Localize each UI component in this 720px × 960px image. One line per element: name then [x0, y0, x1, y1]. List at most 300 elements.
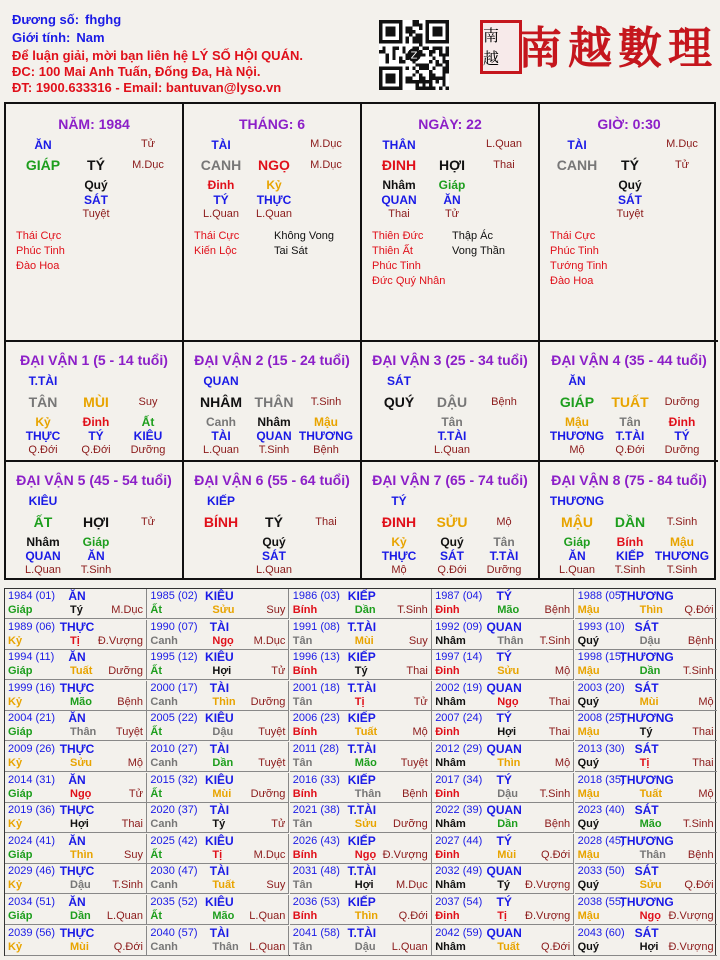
- pillar-title: GIỜ: 0:30: [597, 116, 661, 132]
- dai-van-hidden-stage: Q.Đới: [28, 444, 58, 456]
- dai-van-hidden-stem: Tân: [619, 415, 641, 429]
- year-branch: Dần: [212, 757, 234, 769]
- year-stem: Ất: [150, 787, 162, 800]
- year-stage: M.Dục: [253, 848, 286, 861]
- year-branch: Thìn: [212, 695, 236, 708]
- year-cell: [5, 681, 147, 711]
- year-stem: Kỷ: [8, 695, 23, 708]
- dai-van-stage: Suy: [138, 396, 158, 408]
- year-god: T.TÀI: [347, 742, 377, 756]
- year-branch: Tị: [639, 757, 650, 769]
- dai-van-god: ĂN: [568, 374, 586, 388]
- year-cell: [147, 803, 289, 833]
- year-god: KIÊU: [205, 711, 234, 726]
- dai-van-stage: Dưỡng: [664, 396, 700, 408]
- year-branch: Thân: [354, 787, 382, 800]
- year-stage: L.Quan: [249, 910, 286, 922]
- pillar-branch-stage: M.Dục: [132, 159, 164, 171]
- pillar-stem: CANH: [200, 157, 242, 173]
- year-god: TÀI: [209, 680, 230, 695]
- year-god: THƯƠNG: [619, 650, 674, 665]
- hidden-god: TÝ: [213, 193, 229, 207]
- year-stem: Kỷ: [8, 940, 23, 953]
- dai-van-hidden-stem: Quý: [440, 535, 464, 549]
- dai-van-branch: TÝ: [265, 514, 283, 530]
- special-star: Thiên Ất: [372, 245, 413, 257]
- contact-phone-email: ĐT: 1900.633316 - Email: bantuvan@lyso.vn: [12, 80, 282, 95]
- year-label: 2012 (29): [435, 743, 483, 755]
- year-stage: Suy: [266, 879, 286, 892]
- dai-van-stem: ẤT: [33, 514, 53, 530]
- dai-van-hidden-stage: Dưỡng: [486, 564, 522, 576]
- dai-van-hidden-stage: Dưỡng: [664, 444, 700, 456]
- year-cell: [290, 895, 432, 925]
- dai-van-1: [6, 342, 184, 460]
- year-god: KIÊU: [205, 772, 234, 787]
- year-stage: Q.Đới: [540, 848, 571, 861]
- hidden-stage: Tử: [444, 208, 460, 220]
- year-god: QUAN: [486, 925, 522, 940]
- dai-van-6: [184, 462, 362, 578]
- year-cell: [575, 834, 717, 864]
- year-god: THỰC: [59, 680, 95, 695]
- special-star: Kiến Lộc: [194, 245, 237, 257]
- year-label: 2033 (50): [577, 865, 625, 878]
- dai-van-hidden-stem: Kỷ: [35, 415, 51, 429]
- pillar-top-stage: M.Dục: [666, 138, 698, 150]
- year-god: T.TÀI: [347, 680, 377, 695]
- year-stem: Kỷ: [8, 757, 23, 769]
- year-cell: [5, 773, 147, 803]
- year-label: 2029 (46): [8, 865, 56, 878]
- dai-van-stage: Mộ: [496, 516, 512, 528]
- year-label: 2030 (47): [150, 865, 198, 878]
- hidden-god: SÁT: [618, 193, 642, 207]
- year-label: 1992 (09): [435, 620, 483, 633]
- year-branch: Hợi: [497, 726, 517, 739]
- contact-address: ĐC: 100 Mai Anh Tuấn, Đống Đa, Hà Nội.: [12, 64, 261, 79]
- dai-van-title: ĐẠI VẬN 6 (55 - 64 tuổi): [194, 472, 350, 488]
- year-god: TÝ: [496, 589, 512, 603]
- year-god: KIẾP: [347, 650, 376, 665]
- year-stem: Mậu: [577, 848, 600, 861]
- year-label: 1997 (14): [435, 651, 483, 664]
- dai-van-hidden-stage: L.Quan: [24, 564, 62, 576]
- pillar-title: NĂM: 1984: [58, 116, 130, 132]
- year-stage: Bệnh: [402, 787, 428, 800]
- year-label: 1998 (15): [577, 651, 625, 664]
- year-label: 2034 (51): [8, 896, 56, 908]
- main-chart: [4, 102, 716, 580]
- year-god: ĂN: [68, 711, 86, 726]
- year-cell: [432, 895, 574, 925]
- year-label: 2016 (33): [292, 773, 340, 786]
- year-cell: [575, 711, 717, 741]
- year-branch: Tý: [354, 665, 368, 678]
- hidden-stage: Tuyệt: [82, 208, 110, 220]
- year-label: 2011 (28): [292, 743, 340, 755]
- dai-van-hidden-god: QUAN: [256, 429, 292, 443]
- year-stem: Bính: [292, 910, 318, 922]
- year-stem: Mậu: [577, 604, 600, 616]
- year-label: 2007 (24): [435, 712, 483, 725]
- dai-van-2: [184, 342, 362, 460]
- year-label: 2014 (31): [8, 773, 56, 786]
- year-stage: Đ.Vượng: [668, 910, 714, 922]
- dai-van-hidden-god: SÁT: [262, 549, 286, 563]
- year-cell: [575, 926, 717, 956]
- year-cell: [575, 742, 717, 772]
- year-stage: Suy: [408, 634, 428, 647]
- pillar-top-stage: L.Quan: [485, 138, 523, 150]
- hidden-god: SÁT: [84, 193, 108, 207]
- dai-van-title: ĐẠI VẬN 8 (75 - 84 tuổi): [551, 472, 707, 488]
- dai-van-hidden-stem: Kỷ: [391, 535, 407, 549]
- year-branch: Thìn: [639, 604, 663, 616]
- year-cell: [5, 620, 147, 650]
- year-god: SÁT: [634, 680, 659, 695]
- year-god: THỰC: [59, 803, 95, 818]
- year-branch: Thân: [70, 726, 97, 739]
- year-cell: [147, 650, 289, 680]
- year-cell: [432, 681, 574, 711]
- year-label: 2015 (32): [150, 773, 198, 786]
- pillar-stem: GIÁP: [25, 157, 61, 173]
- year-cell: [147, 742, 289, 772]
- year-branch: Mùi: [70, 940, 89, 953]
- year-stem: Nhâm: [435, 879, 466, 892]
- pillar-branch: TÝ: [621, 157, 639, 173]
- year-branch: Tị: [70, 634, 80, 647]
- year-god: THỰC: [59, 925, 95, 940]
- dai-van-title: ĐẠI VẬN 3 (25 - 34 tuổi): [372, 352, 528, 368]
- year-cell: [290, 650, 432, 680]
- year-cell: [5, 742, 147, 772]
- year-branch: Mão: [639, 818, 662, 831]
- year-branch: Sửu: [70, 757, 93, 769]
- dai-van-hidden-god: T.TÀI: [489, 549, 519, 563]
- year-stem: Giáp: [8, 665, 33, 678]
- year-branch: Ngọ: [639, 910, 661, 922]
- dai-van-hidden-stage: T.Sinh: [666, 564, 698, 576]
- year-stage: M.Dục: [111, 604, 143, 616]
- dai-van-title: ĐẠI VẬN 4 (35 - 44 tuổi): [551, 352, 707, 368]
- year-stem: Giáp: [8, 910, 33, 922]
- year-label: 2008 (25): [577, 712, 625, 725]
- year-cell: [290, 926, 432, 956]
- year-cell: [147, 681, 289, 711]
- year-label: 1988 (05): [577, 590, 625, 602]
- year-cell: [290, 742, 432, 772]
- year-god: QUAN: [486, 619, 522, 634]
- year-stem: Đinh: [435, 910, 460, 922]
- year-stem: Canh: [150, 695, 178, 708]
- year-stem: Quý: [577, 940, 599, 953]
- year-label: 2013 (30): [577, 743, 625, 755]
- dai-van-branch: HỢI: [83, 514, 109, 530]
- year-stem: Ất: [150, 665, 162, 678]
- pillar-2: [362, 104, 540, 340]
- year-stem: Đinh: [435, 848, 460, 861]
- year-cell: [432, 650, 574, 680]
- year-cell: [575, 620, 717, 650]
- year-branch: Sửu: [639, 879, 662, 892]
- contact-invite: Để luận giải, mời bạn liên hệ LÝ SỐ HỘI QUÁN.: [12, 48, 303, 63]
- dai-van-hidden-god: SÁT: [440, 549, 464, 563]
- year-stem: Kỷ: [8, 818, 23, 831]
- year-stage: Đ.Vượng: [525, 910, 571, 922]
- year-cell: [290, 773, 432, 803]
- special-star: Phúc Tinh: [550, 245, 599, 257]
- year-label: 2019 (36): [8, 804, 56, 817]
- year-label: 2026 (43): [292, 834, 340, 847]
- year-branch: Dần: [639, 665, 661, 678]
- dai-van-god: KIÊU: [28, 494, 58, 508]
- pillar-stem: ĐINH: [381, 157, 417, 173]
- special-star: Thái Cực: [194, 230, 240, 242]
- year-stem: Tân: [292, 634, 313, 647]
- dai-van-stage: Thai: [315, 516, 337, 528]
- hidden-stem: Kỷ: [266, 178, 282, 192]
- dai-van-4: [540, 342, 718, 460]
- year-stage: T.Sinh: [539, 634, 571, 647]
- year-stem: Quý: [577, 757, 599, 769]
- year-god: TÝ: [496, 711, 512, 726]
- special-star: Thập Ác: [452, 230, 493, 242]
- year-cell: [147, 864, 289, 894]
- year-branch: Thìn: [497, 757, 521, 769]
- year-branch: Hợi: [212, 665, 232, 678]
- year-stem: Ất: [150, 604, 162, 616]
- year-god: THỰC: [59, 742, 95, 756]
- year-branch: Hợi: [70, 818, 89, 831]
- dai-van-hidden-god: KIÊU: [133, 429, 163, 443]
- year-stem: Giáp: [8, 604, 33, 616]
- year-cell: [290, 803, 432, 833]
- year-god: TÝ: [496, 895, 512, 909]
- year-stage: Q.Đới: [684, 879, 714, 892]
- year-cell: [5, 650, 147, 680]
- dai-van-5: [6, 462, 184, 578]
- hidden-stem: Quý: [618, 178, 642, 192]
- pillar-0: [6, 104, 184, 340]
- year-god: SÁT: [634, 925, 659, 940]
- year-branch: Dậu: [497, 787, 518, 800]
- year-stem: Bính: [292, 848, 318, 861]
- year-branch: Tý: [497, 879, 511, 892]
- year-stage: Đ.Vượng: [668, 940, 714, 953]
- year-branch: Tuất: [639, 787, 662, 800]
- year-branch: Dần: [497, 818, 518, 831]
- hidden-stem: Nhâm: [382, 178, 416, 192]
- year-stem: Mậu: [577, 665, 600, 678]
- dai-van-hidden-stage: Q.Đới: [615, 444, 645, 456]
- dai-van-stage: Tử: [140, 516, 156, 528]
- special-star: Đào Hoa: [16, 260, 60, 272]
- year-label: 2039 (56): [8, 926, 56, 939]
- year-cell: [147, 711, 289, 741]
- year-label: 1993 (10): [577, 620, 625, 633]
- year-god: T.TÀI: [347, 803, 377, 818]
- year-branch: Ngọ: [212, 634, 234, 647]
- year-god: ĂN: [68, 895, 86, 909]
- year-label: 1991 (08): [292, 620, 340, 633]
- year-cell: [290, 711, 432, 741]
- year-stage: Q.Đới: [540, 940, 571, 953]
- year-stem: Nhâm: [435, 757, 466, 769]
- year-stage: Mộ: [698, 787, 714, 800]
- year-branch: Thìn: [70, 848, 94, 861]
- year-label: 1994 (11): [8, 651, 55, 664]
- year-stage: Tử: [271, 665, 286, 678]
- year-cell: [432, 589, 574, 619]
- year-grid: [4, 588, 716, 956]
- year-branch: Tuất: [70, 665, 93, 678]
- year-stage: Bệnh: [687, 848, 714, 861]
- year-stage: Thai: [692, 726, 714, 739]
- year-cell: [147, 926, 289, 956]
- year-cell: [432, 834, 574, 864]
- year-label: 2000 (17): [150, 681, 198, 694]
- year-stage: Bệnh: [687, 634, 714, 647]
- year-stage: Q.Đới: [113, 940, 143, 953]
- dai-van-stem: ĐINH: [381, 514, 417, 530]
- dai-van-hidden-god: ĂN: [87, 549, 105, 563]
- year-branch: Ngọ: [354, 848, 377, 861]
- year-branch: Dậu: [212, 726, 234, 739]
- special-star: Thái Cực: [16, 230, 62, 242]
- year-label: 2031 (48): [292, 865, 340, 878]
- year-stem: Đinh: [435, 604, 460, 616]
- dai-van-hidden-god: THƯƠNG: [654, 549, 710, 563]
- year-stem: Ất: [150, 726, 162, 739]
- year-label: 2041 (58): [292, 926, 340, 939]
- year-cell: [432, 711, 574, 741]
- year-stem: Tân: [292, 940, 313, 953]
- year-cell: [432, 742, 574, 772]
- year-god: SÁT: [634, 742, 659, 756]
- dai-van-hidden-stage: Bệnh: [313, 444, 339, 456]
- year-branch: Sửu: [212, 604, 235, 616]
- year-stage: Tuyệt: [258, 757, 286, 769]
- year-stem: Bính: [292, 726, 318, 739]
- special-star: Không Vong: [274, 230, 334, 242]
- year-stem: Bính: [292, 787, 318, 800]
- year-branch: Ngọ: [70, 787, 92, 800]
- year-branch: Tị: [497, 910, 507, 922]
- hidden-stage: L.Quan: [202, 208, 240, 220]
- dai-van-stem: NHÂM: [200, 394, 242, 410]
- year-god: THỰC: [59, 864, 95, 879]
- year-god: QUAN: [486, 864, 522, 879]
- dai-van-hidden-god: TÝ: [674, 429, 690, 443]
- special-star: Đức Quý Nhân: [372, 275, 446, 287]
- dai-van-hidden-stage: L.Quan: [255, 564, 293, 576]
- pillar-title: THÁNG: 6: [238, 116, 306, 132]
- hidden-god: ĂN: [443, 193, 461, 207]
- year-god: ĂN: [68, 650, 86, 665]
- dai-van-hidden-god: TÀI: [211, 429, 231, 443]
- special-star: Tai Sát: [274, 245, 308, 257]
- year-stage: Dưỡng: [250, 695, 286, 708]
- dai-van-stem: TÂN: [28, 394, 58, 410]
- year-stem: Kỷ: [8, 879, 23, 892]
- special-star: Tướng Tinh: [550, 260, 608, 272]
- special-star: Thái Cực: [550, 230, 596, 242]
- year-branch: Dậu: [70, 879, 91, 892]
- year-stem: Quý: [577, 634, 599, 647]
- year-god: SÁT: [634, 864, 659, 879]
- year-god: THƯƠNG: [619, 589, 674, 603]
- year-cell: [432, 864, 574, 894]
- year-god: THƯƠNG: [619, 833, 674, 848]
- dai-van-title: ĐẠI VẬN 7 (65 - 74 tuổi): [372, 472, 528, 488]
- year-cell: [147, 834, 289, 864]
- year-god: KIÊU: [205, 589, 234, 603]
- dai-van-title: ĐẠI VẬN 2 (15 - 24 tuổi): [194, 352, 350, 368]
- dai-van-3: [362, 342, 540, 460]
- dai-van-stem: GIÁP: [559, 394, 595, 410]
- dai-van-hidden-stem: Mậu: [670, 535, 694, 549]
- year-stage: Tử: [413, 695, 428, 708]
- year-god: THƯƠNG: [619, 895, 674, 909]
- year-god: TÝ: [496, 833, 512, 848]
- year-label: 1989 (06): [8, 620, 56, 633]
- year-label: 1986 (03): [292, 590, 340, 602]
- year-god: T.TÀI: [347, 619, 377, 634]
- dai-van-hidden-stem: Mậu: [314, 415, 338, 429]
- year-stage: Tuyệt: [400, 757, 428, 769]
- year-stage: Mộ: [698, 695, 714, 708]
- year-god: THỰC: [59, 619, 95, 634]
- year-label: 1984 (01): [8, 590, 56, 602]
- year-stage: Dưỡng: [250, 787, 286, 800]
- year-cell: [290, 864, 432, 894]
- hidden-stage: Tuyệt: [616, 208, 644, 220]
- year-god: TÝ: [496, 772, 512, 787]
- year-label: 1987 (04): [435, 590, 483, 602]
- year-label: 2043 (60): [577, 926, 625, 939]
- year-stage: Đ.Vượng: [382, 848, 428, 861]
- year-stem: Nhâm: [435, 818, 466, 831]
- year-stem: Quý: [577, 818, 599, 831]
- dai-van-hidden-god: ĂN: [568, 549, 586, 563]
- pillar-branch: NGỌ: [258, 157, 290, 173]
- year-cell: [5, 895, 147, 925]
- year-stem: Nhâm: [435, 940, 466, 953]
- dai-van-hidden-god: T.TÀI: [615, 429, 645, 443]
- year-stage: Đ.Vượng: [525, 879, 571, 892]
- year-cell: [147, 589, 289, 619]
- hidden-stem: Đinh: [207, 178, 235, 192]
- year-god: TÝ: [496, 650, 512, 665]
- year-god: KIẾP: [347, 833, 376, 848]
- year-label: 2028 (45): [577, 834, 625, 847]
- year-branch: Sửu: [354, 818, 377, 831]
- year-cell: [290, 620, 432, 650]
- year-label: 1999 (16): [8, 681, 56, 694]
- qr-code-icon[interactable]: [379, 20, 449, 90]
- dai-van-hidden-stem: Nhâm: [257, 415, 291, 429]
- year-label: 2022 (39): [435, 804, 483, 817]
- year-cell: [5, 589, 147, 619]
- year-label: 2020 (37): [150, 804, 198, 817]
- year-cell: [575, 773, 717, 803]
- year-stage: Thai: [121, 818, 143, 831]
- year-god: SÁT: [634, 803, 659, 818]
- year-label: 2018 (35): [577, 773, 625, 786]
- dai-van-branch: TUẤT: [611, 394, 649, 410]
